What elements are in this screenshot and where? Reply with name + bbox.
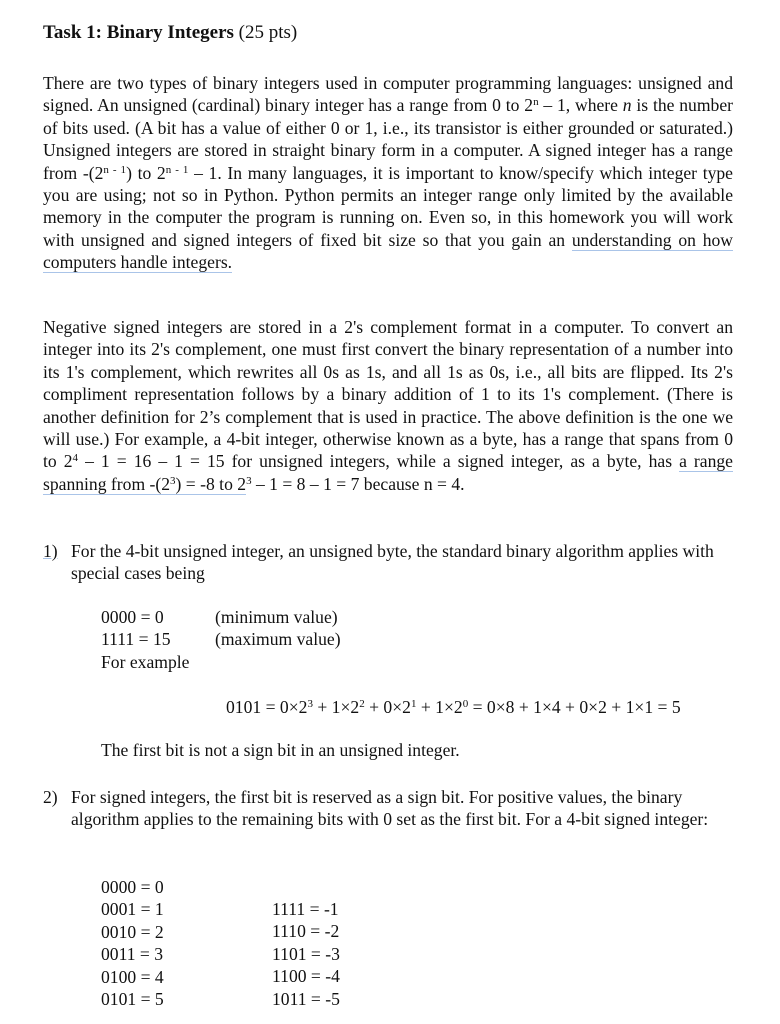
signed-row: 0001 = 1 [101,899,164,920]
signed-row: 0010 = 2 [101,921,164,942]
signed-row: 0100 = 4 [101,966,164,987]
signed-row: 0101 = 5 [101,989,164,1010]
example-label: For example [101,652,190,672]
signed-row: 1110 = -2 [272,921,340,942]
signed-row: 0011 = 3 [101,944,164,965]
negative-values-list [272,898,340,1010]
signed-row: 1101 = -3 [272,943,340,964]
min-value-code: 0000 = 0 [101,607,164,627]
signed-row: 0000 = 0 [101,877,164,897]
list-number-1: 1) [43,541,58,561]
min-value-note: (minimum value) [215,607,338,627]
task-points: (25 pts) [233,22,298,43]
list-item-signed-text: For signed integers, the first bit is reserved as a sign bit. For positive values, the binary algorithm applies to the remaining bits with 0 set as the first bit. For a 4-bit signed integer: [71,787,709,830]
max-value-code: 1111 = 15 [101,629,171,649]
list-number-2: 2) [43,787,58,807]
list-item-unsigned-text: For the 4-bit unsigned integer, an unsigned byte, the standard binary algorithm applies with special cases being [71,541,714,584]
example-equation: $0101 = 0\times 2^3 + 1\times 2^2 + 0\times 2^1 + 1\times 2^0 = 0\times 8 + 1\times 4 + 0\times 2 + 1\times 1 = 5$ [226,697,681,717]
max-value-note: (maximum value) [215,629,341,649]
signed-row: 1100 = -4 [272,966,340,987]
task-title-bold: Task 1: Binary Integers [43,22,234,43]
paragraph-binary-integers: There are two types of binary integers used in computer programming languages: unsigned and signed. An unsigned (cardinal) binary integer has a range from 0 to 2$^n$ – 1, where n is the number of bits used. (A bit has a value of either 0 or 1, i.e., its transistor is either grounded or saturated.) Unsigned integers are stored in straight binary form in a computer. A signed integer has a range from -(2$^{n - 1}$) to 2$^{n - 1}$ – 1. In many languages, it is important to know/specify which integer type you are using; not so in Python. Python permits an integer range only limited by the available memory in the computer the program is running on. Even so, in this homework you will work with unsigned and signed integers of fixed bit size so that you gain an understanding on how computers handle integers. [43,73,733,273]
task-title [43,22,297,44]
unsigned-sign-note: The first bit is not a sign bit in an unsigned integer. [101,740,460,760]
paragraph-twos-complement: Negative signed integers are stored in a 2's complement format in a computer. To convert an integer into its 2's complement, one must first convert the binary representation of a number into its 1's complement, which rewrites all 0s as 1s, and all 1s as 0s, i.e., all bits are flipped. Its 2's compliment representation follows by a binary addition of 1 to its 1's complement. (There is another definition for 2’s complement that is used in practice. The above definition is the one we will use.) For example, a 4-bit integer, otherwise known as a byte, has a range that spans from 0 to $2^4 - 1 = 16 - 1 = 15$ for unsigned integers, while a signed integer, as a byte, has a range spanning from $-(2^3) = -8$ to $2^3 - 1 = 8 - 1 = 7$ because n = 4. [43,317,733,494]
signed-row: 1111 = -1 [272,899,339,919]
positive-values-list [101,876,164,1010]
signed-row: 1011 = -5 [272,988,340,1009]
